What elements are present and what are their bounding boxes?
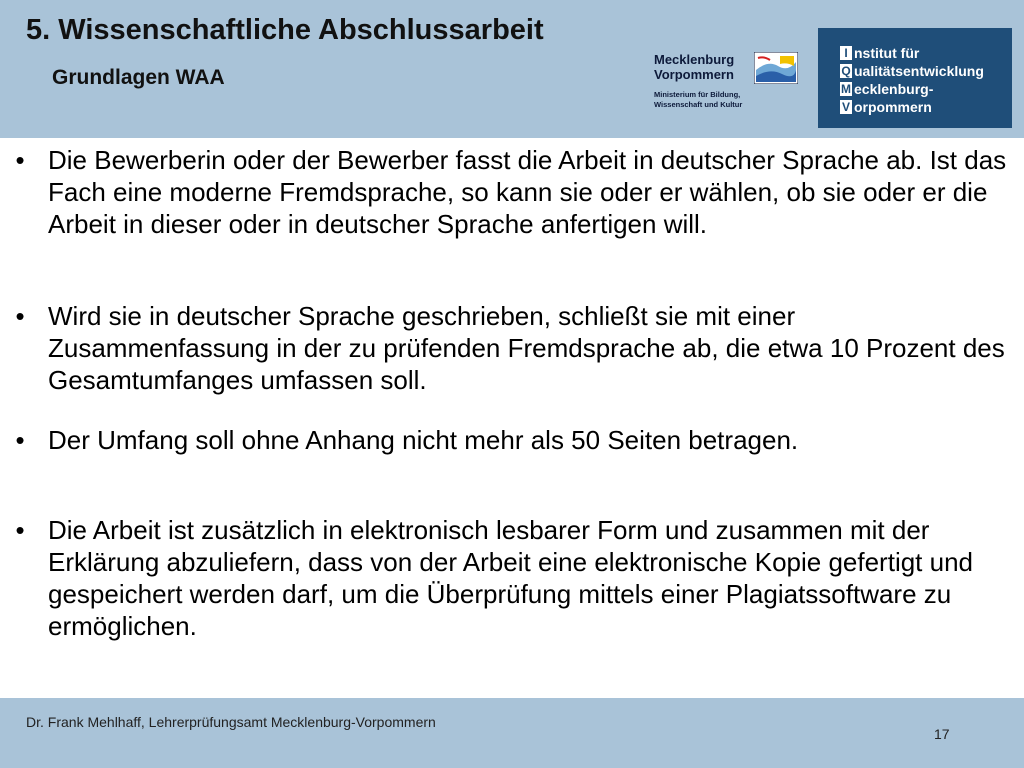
iqmv-cap-2: Q [841, 64, 851, 78]
bullet-item [10, 514, 1010, 642]
iqmv-row-4 [840, 98, 932, 116]
mv-logo-line1: Mecklenburg [654, 52, 735, 67]
bullet-symbol: • [15, 301, 25, 331]
bullet-item [10, 144, 1010, 240]
iqmv-row-2 [840, 62, 984, 80]
slide-footer [0, 698, 1024, 768]
iqmv-text-3: ecklenburg- [854, 81, 934, 97]
iqmv-text-2: ualitätsentwicklung [854, 63, 984, 79]
iqmv-row-3 [840, 80, 933, 98]
bullet-text: Die Arbeit ist zusätzlich in elektronisch lesbarer Form und zusammen mit der Erklärung abzuliefern, dass von der Arbeit eine elektronische Kopie gefertigt und gespeichert werden darf, um die Überprüfung mittels einer Plagiatssoftware zu ermöglichen. [48, 515, 974, 641]
iqmv-cap-4: V [841, 100, 850, 114]
iqmv-cap-3: M [841, 82, 851, 96]
bullet-text: Der Umfang soll ohne Anhang nicht mehr als 50 Seiten betragen. [48, 425, 799, 455]
bullet-text: Wird sie in deutscher Sprache geschrieben, schließt sie mit einer Zusammenfassung in der zu prüfenden Fremdsprache ab, die etwa 10 Prozent des Gesamtumfanges umfassen soll. [48, 301, 1005, 395]
page-number: 17 [934, 726, 950, 742]
footer-author: Dr. Frank Mehlhaff, Lehrerprüfungsamt Mecklenburg-Vorpommern [26, 714, 436, 730]
iqmv-cap-1: I [840, 46, 852, 60]
slide-header [0, 0, 1024, 138]
slide-title: 5. Wissenschaftliche Abschlussarbeit [26, 14, 544, 46]
mv-ministry-line2: Wissenschaft und Kultur [654, 100, 743, 109]
iqmv-text-4: orpommern [854, 99, 932, 115]
bullet-item [10, 424, 1010, 456]
mv-ministry-line1: Ministerium für Bildung, [654, 90, 741, 99]
bullet-symbol: • [15, 515, 25, 545]
mv-flag-icon [754, 52, 798, 84]
bullet-symbol: • [15, 425, 25, 455]
mv-logo-line2: Vorpommern [654, 67, 734, 82]
slide-content [0, 140, 1024, 696]
bullet-symbol: • [15, 145, 25, 175]
mv-logo-name [654, 52, 748, 82]
bullet-text: Die Bewerberin oder der Bewerber fasst die Arbeit in deutscher Sprache ab. Ist das Fach eine moderne Fremdsprache, so kann sie oder er wählen, ob sie oder er die Arbeit in dieser oder in deutscher Sprache anfertigen will. [48, 145, 1007, 239]
iqmv-text-1: nstitut für [854, 45, 920, 61]
iqmv-logo [818, 28, 1012, 128]
mecklenburg-vorpommern-logo [646, 46, 802, 120]
slide-subtitle: Grundlagen WAA [52, 66, 225, 89]
bullet-item [10, 300, 1010, 396]
iqmv-row-1 [840, 44, 919, 62]
mv-logo-ministry [654, 90, 794, 110]
